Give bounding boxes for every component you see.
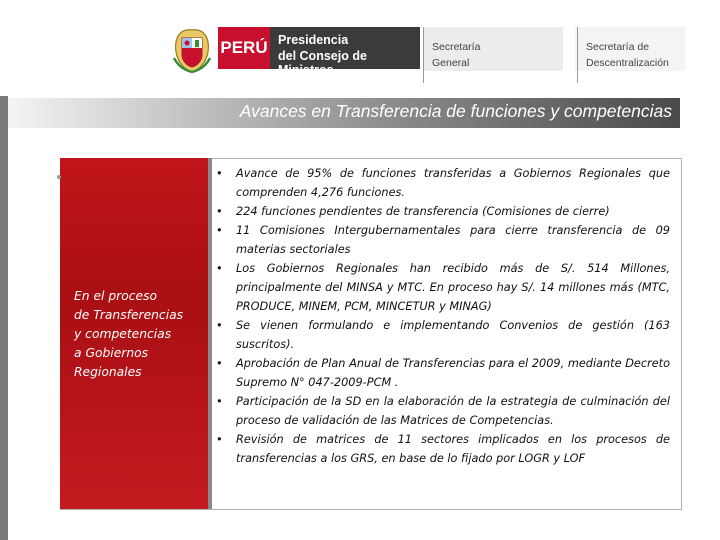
side-line: En el proceso (74, 289, 158, 303)
side-line: Regionales (74, 365, 142, 379)
side-line: y competencias (74, 327, 172, 341)
bullet-mark (57, 175, 61, 179)
pcm-logo (270, 27, 420, 77)
bullet-item: • Revisión de matrices de 11 sectores implicados en los procesos de transferencias a los GRS, en base de lo fijado por LOGR y LOF (216, 430, 670, 468)
title-bar (8, 98, 680, 128)
bullet-item: • Avance de 95% de funciones transferidas a Gobiernos Regionales que comprenden 4,276 funciones. (216, 164, 670, 202)
pcm-name-line1: Presidencia (278, 33, 349, 47)
bullet-item: • Participación de la SD en la elaboración de la estrategia de culminación del proceso de validación de las Matrices de Competencias. (216, 392, 670, 430)
side-line: a Gobiernos (74, 346, 149, 360)
sec-general-line2: General (432, 57, 470, 69)
bullet-item: • Aprobación de Plan Anual de Transferencias para el 2009, mediante Decreto Supremo N° 047-2009-PCM . (216, 354, 670, 392)
bullet-item: • Los Gobiernos Regionales han recibido más de S/. 514 Millones, principalmente del MINSA y MTC. En proceso hay S/. 14 millones más (MTC, PRODUCE, MINEM, PCM, MINCETUR y MINAG) (216, 259, 670, 316)
bullet-list (216, 164, 670, 468)
side-panel-text (74, 287, 202, 382)
pcm-name-line2: del Consejo de Ministros (278, 49, 367, 77)
bullet-item: • 11 Comisiones Intergubernamentales para cierre transferencia de 09 materias sectoriales (216, 221, 670, 259)
bullet-item: • 224 funciones pendientes de transferencia (Comisiones de cierre) (216, 202, 670, 221)
secretaria-descentralizacion-label (577, 27, 696, 83)
sec-desc-line2: Descentralización (586, 57, 669, 69)
peru-label: PERÚ (220, 38, 268, 57)
header-bar (0, 0, 720, 90)
slide-title: Avances en Transferencia de funciones y competencias (239, 101, 672, 121)
secretaria-general-label (423, 27, 562, 83)
bullet-item: • Se vienen formulando e implementando Convenios de gestión (163 suscritos). (216, 316, 670, 354)
sec-desc-line1: Secretaría de (586, 41, 650, 53)
red-panel-shadow (208, 158, 212, 509)
coat-of-arms-icon (170, 24, 214, 74)
left-decorative-strip (0, 96, 8, 540)
sec-general-line1: Secretaría (432, 41, 481, 53)
peru-logo (218, 27, 270, 69)
side-line: de Transferencias (74, 308, 184, 322)
